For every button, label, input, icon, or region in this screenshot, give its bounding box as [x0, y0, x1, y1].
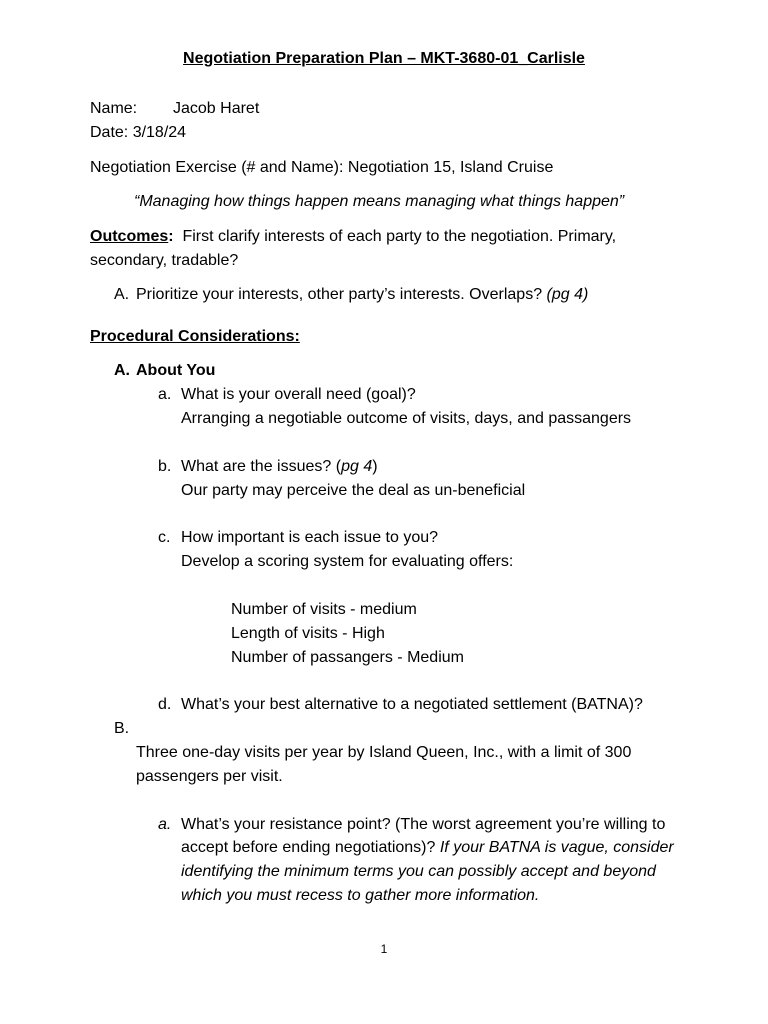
q-a2-marker: a.	[158, 816, 172, 833]
page-number: 1	[380, 942, 388, 956]
outcomes-item-a-marker: A.	[114, 286, 130, 303]
date-line: Date: 3/18/24	[90, 124, 187, 141]
q-b-question-prefix: What are the issues? (	[181, 458, 342, 475]
q-d-marker: d.	[158, 696, 172, 713]
score-item: Number of visits - medium	[231, 601, 417, 618]
section-a-title: About You	[136, 362, 216, 379]
q-a-marker: a.	[158, 386, 172, 403]
name-value: Jacob Haret	[173, 100, 260, 117]
procedural-heading: Procedural Considerations:	[90, 328, 300, 345]
outcomes-text: First clarify interests of each party to the negotiation. Primary,	[182, 228, 617, 245]
q-d-question: What’s your best alternative to a negotiated settlement (BATNA)?	[181, 696, 643, 713]
name-label: Name:	[90, 100, 138, 117]
quote: “Managing how things happen means managing what things happen”	[134, 193, 625, 210]
q-c-marker: c.	[158, 529, 171, 546]
q-c-answer: Develop a scoring system for evaluating offers:	[181, 553, 514, 570]
q-a2-line4: which you must recess to gather more information.	[181, 887, 540, 904]
exercise-line: Negotiation Exercise (# and Name): Negotiation 15, Island Cruise	[90, 159, 554, 176]
q-b-question-suffix: )	[372, 458, 378, 475]
outcomes-item-a-ref: (pg 4)	[546, 286, 589, 303]
outcomes-line2: secondary, tradable?	[90, 252, 239, 269]
q-a2-line2-plain: accept before ending negotiations)?	[181, 839, 436, 856]
q-c-question: How important is each issue to you?	[181, 529, 439, 546]
outcomes-line1	[90, 227, 616, 247]
section-a-marker: A.	[114, 362, 130, 379]
q-b-question-ref: pg 4	[341, 458, 373, 475]
document-title: Negotiation Preparation Plan – MKT-3680-01_Carlisle	[183, 50, 585, 67]
outcomes-item-a-text: Prioritize your interests, other party’s interests. Overlaps?	[136, 286, 543, 303]
q-b-question	[181, 457, 378, 477]
q-a2-line3: identifying the minimum terms you can possibly accept and beyond	[181, 863, 656, 880]
q-a-answer: Arranging a negotiable outcome of visits, days, and passangers	[181, 410, 632, 427]
outcomes-colon: :	[168, 228, 174, 245]
outcomes-label: Outcomes	[90, 228, 169, 245]
section-b-marker: B.	[114, 720, 130, 737]
q-b-marker: b.	[158, 458, 172, 475]
score-item: Number of passangers - Medium	[231, 649, 464, 666]
q-a2-line2-italic: If your BATNA is vague, consider	[439, 839, 674, 856]
q-a2-line1: What’s your resistance point? (The worst agreement you’re willing to	[181, 816, 666, 833]
q-b-answer: Our party may perceive the deal as un-beneficial	[181, 482, 526, 499]
batna-line1: Three one-day visits per year by Island Queen, Inc., with a limit of 300	[136, 744, 632, 761]
q-a2-line2	[181, 838, 674, 858]
batna-line2: passengers per visit.	[136, 768, 283, 785]
outcomes-item-a	[136, 285, 588, 305]
score-item: Length of visits - High	[231, 625, 385, 642]
q-a-question: What is your overall need (goal)?	[181, 386, 416, 403]
